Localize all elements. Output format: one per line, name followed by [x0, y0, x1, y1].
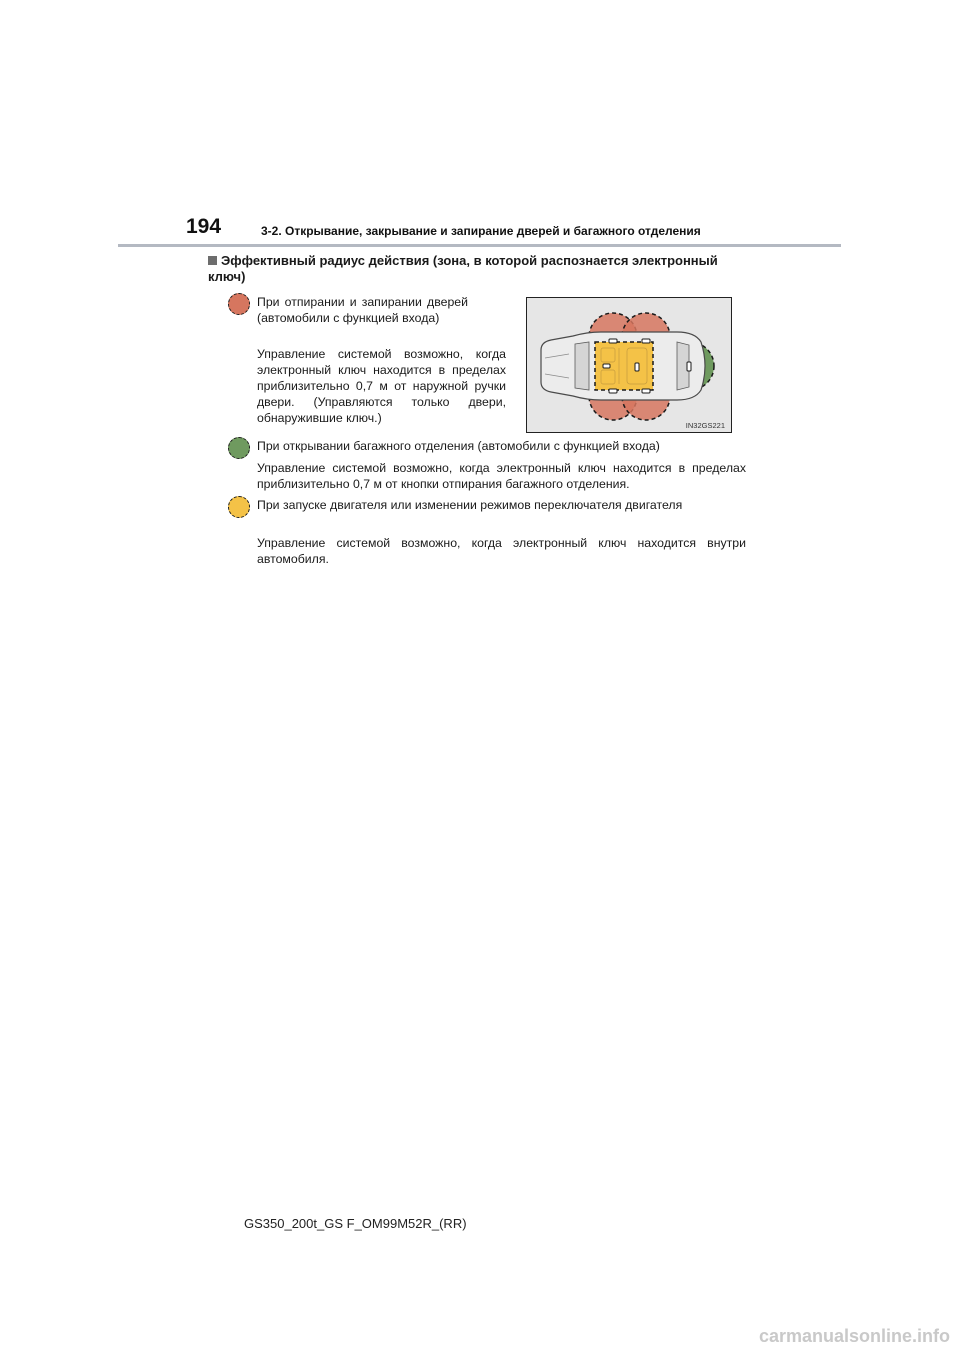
document-code: GS350_200t_GS F_OM99M52R_(RR) — [244, 1216, 467, 1231]
legend-engine-description: Управление системой возможно, когда электронный ключ находится внутри автомобиля. — [257, 536, 746, 566]
yellow-zone-icon — [228, 496, 250, 518]
square-bullet-icon — [208, 256, 217, 265]
windshield — [575, 342, 589, 390]
legend-doors-title: При отпирании и запирании дверей (автомобили с функцией входа) — [257, 295, 468, 325]
legend-doors-description: Управление системой возможно, когда электронный ключ находится в пределах приблизительно 0,7 м от наружной ручки двери. (Управляются только двери, обнаружившие ключ.) — [257, 347, 506, 425]
car-top-view-diagram — [527, 298, 733, 434]
legend-engine-title: При запуске двигателя или изменении режимов переключателя двигателя — [257, 498, 683, 512]
watermark: carmanualsonline.info — [758, 1326, 950, 1346]
legend-trunk-title: При открывании багажного отделения (автомобили с функцией входа) — [257, 439, 660, 453]
page-number: 194 — [186, 215, 222, 238]
figure-code: IN32GS221 — [685, 421, 725, 430]
header-divider — [118, 244, 841, 247]
legend-trunk-description: Управление системой возможно, когда электронный ключ находится в пределах приблизительно 0,7 м от кнопки отпирания багажного отделения. — [257, 461, 746, 491]
subsection-heading — [208, 253, 748, 285]
red-zone-icon — [228, 293, 250, 315]
key-range-figure — [526, 297, 732, 433]
subsection-heading-text: Эффективный радиус действия (зона, в которой распознается электронный ключ) — [208, 253, 718, 284]
green-zone-icon — [228, 437, 250, 459]
section-title: 3-2. Открывание, закрывание и запирание дверей и багажного отделения — [261, 224, 701, 238]
